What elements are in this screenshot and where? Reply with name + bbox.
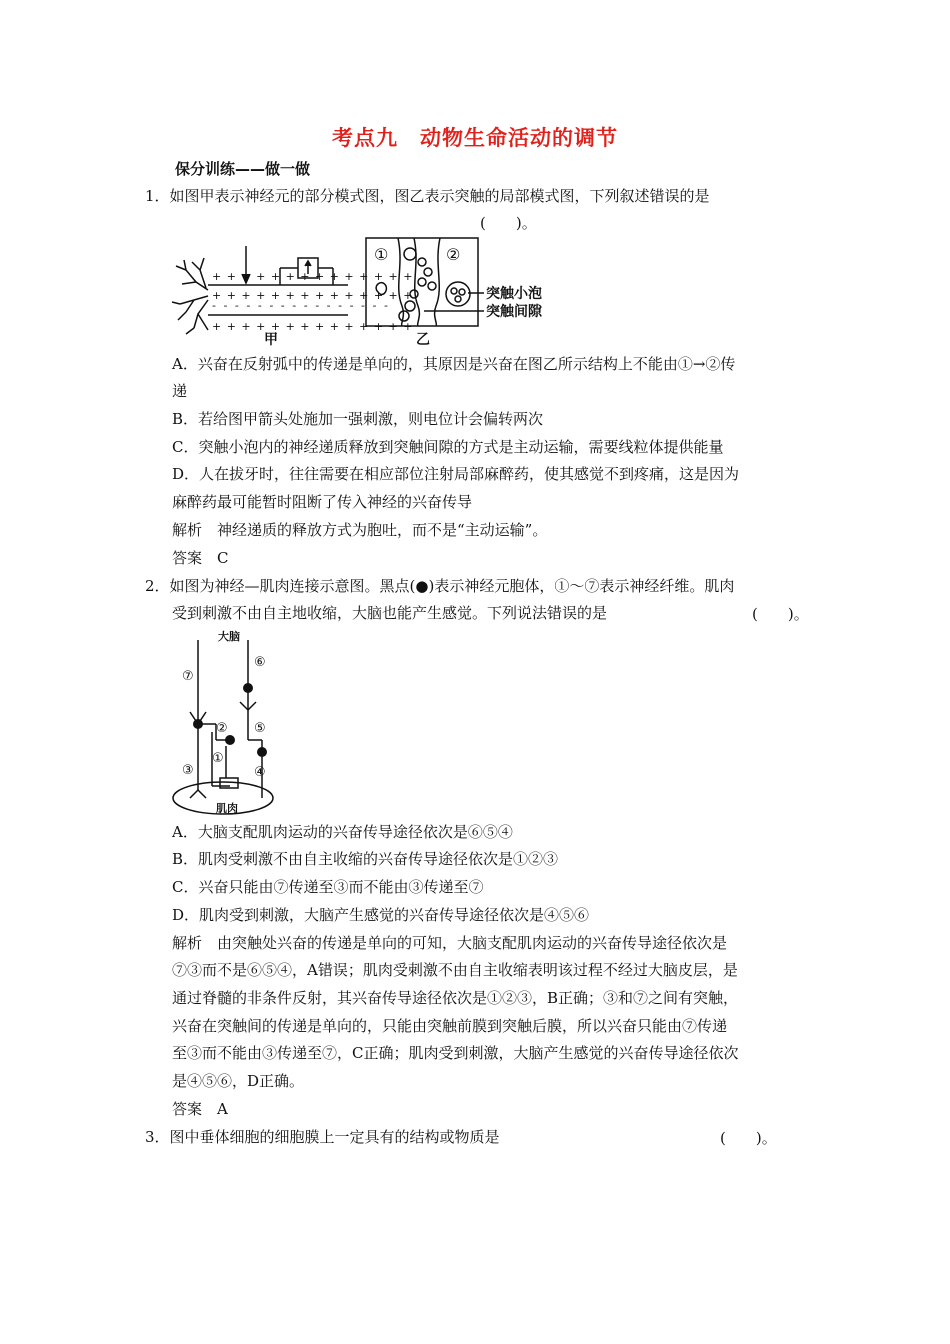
svg-text:+ + + + + + + + + + + + + +: + + + + + + + + + + + + + +	[212, 320, 414, 333]
q2-option-a: A．大脑支配肌肉运动的兴奋传导途径依次是⑥⑤④	[172, 823, 513, 841]
q2-stem-line2: 受到刺激不由自主地收缩，大脑也能产生感觉。下列说法错误的是	[172, 604, 608, 622]
q2-analysis-line3: 通过脊髓的非条件反射，其兴奋传导途径依次是①②③，B正确；③和⑦之间有突触，	[172, 989, 739, 1007]
label-yi: 乙	[416, 332, 430, 348]
label-1: ①	[374, 245, 389, 264]
label-n5: ⑤	[254, 721, 266, 736]
figure-nerve-muscle	[168, 628, 283, 818]
q2-option-d: D．肌肉受到刺激，大脑产生感觉的兴奋传导途径依次是④⑤⑥	[172, 906, 590, 924]
label-n6: ⑥	[254, 655, 266, 670]
q1-analysis: 解析 神经递质的释放方式为胞吐，而不是“主动运输”。	[172, 521, 548, 539]
q2-analysis-line6: 是④⑤⑥，D正确。	[172, 1072, 305, 1090]
q1-option-a-line1: A．兴奋在反射弧中的传递是单向的，其原因是兴奋在图乙所示结构上不能由①→②传	[172, 355, 736, 373]
label-jia: 甲	[264, 332, 278, 348]
q1-option-b: B．若给图甲箭头处施加一强刺激，则电位计会偏转两次	[172, 410, 544, 428]
figure-synapse-yi	[364, 236, 564, 348]
label-n1: ①	[212, 751, 224, 766]
q1-answer: 答案 C	[172, 549, 229, 567]
q2-analysis-line2: ⑦③而不是⑥⑤④，A错误；肌肉受刺激不由自主收缩表明该过程不经过大脑皮层，是	[172, 961, 738, 979]
label-muscle: 肌肉	[216, 802, 238, 815]
q2-stem-line1: 2．如图为神经—肌肉连接示意图。黑点(●)表示神经元胞体，①～⑦表示神经纤维。肌肉	[145, 577, 735, 595]
svg-text:+ + + + + + + + + + + + + +: + + + + + + + + + + + + + +	[212, 270, 414, 283]
q1-option-a-line2: 递	[172, 382, 188, 400]
q1-option-d-line1: D．人在拔牙时，往往需要在相应部位注射局部麻醉药，使其感觉不到疼痛，这是因为	[172, 465, 740, 483]
svg-text:+ + + + + + + + + + + + + +: + + + + + + + + + + + + + +	[212, 289, 414, 302]
q2-analysis-line4: 兴奋在突触间的传递是单向的，只能由突触前膜到突触后膜，所以兴奋只能由⑦传递	[172, 1017, 728, 1035]
page-title: 考点九 动物生命活动的调节	[332, 126, 618, 150]
q2-paren: ( )。	[752, 605, 809, 623]
q1-option-c: C．突触小泡内的神经递质释放到突触间隙的方式是主动运输，需要线粒体提供能量	[172, 438, 724, 456]
q1-option-d-line2: 麻醉药最可能暂时阻断了传入神经的兴奋传导	[172, 493, 473, 511]
label-vesicle: 突触小泡	[486, 286, 542, 302]
label-n4: ④	[254, 765, 266, 780]
q1-stem: 1．如图甲表示神经元的部分模式图，图乙表示突触的局部模式图，下列叙述错误的是	[145, 187, 710, 205]
label-n3: ③	[182, 763, 194, 778]
q2-analysis-line1: 解析 由突触处兴奋的传递是单向的可知，大脑支配肌肉运动的兴奋传导途径依次是	[172, 934, 728, 952]
q3-paren: ( )。	[720, 1129, 777, 1147]
label-2: ②	[446, 245, 461, 264]
svg-text:- - - - - - - - - - - - - - -: - - - - - - - - - - - - - - - -	[212, 299, 390, 312]
label-brain: 大脑	[218, 630, 240, 643]
label-n7: ⑦	[182, 669, 194, 684]
section-subtitle: 保分训练——做一做	[175, 160, 311, 178]
q2-answer: 答案 A	[172, 1100, 228, 1118]
q3-stem: 3．图中垂体细胞的细胞膜上一定具有的结构或物质是	[145, 1128, 500, 1146]
label-n2: ②	[216, 721, 228, 736]
label-cleft: 突触间隙	[486, 304, 542, 320]
q2-option-b: B．肌肉受刺激不由自主收缩的兴奋传导途径依次是①②③	[172, 850, 559, 868]
figure-neuron-jia	[168, 240, 414, 348]
q1-paren: ( )。	[480, 214, 537, 232]
q2-analysis-line5: 至③而不能由③传递至⑦，C正确；肌肉受到刺激，大脑产生感觉的兴奋传导途径依次	[172, 1044, 739, 1062]
q2-option-c: C．兴奋只能由⑦传递至③而不能由③传递至⑦	[172, 878, 484, 896]
